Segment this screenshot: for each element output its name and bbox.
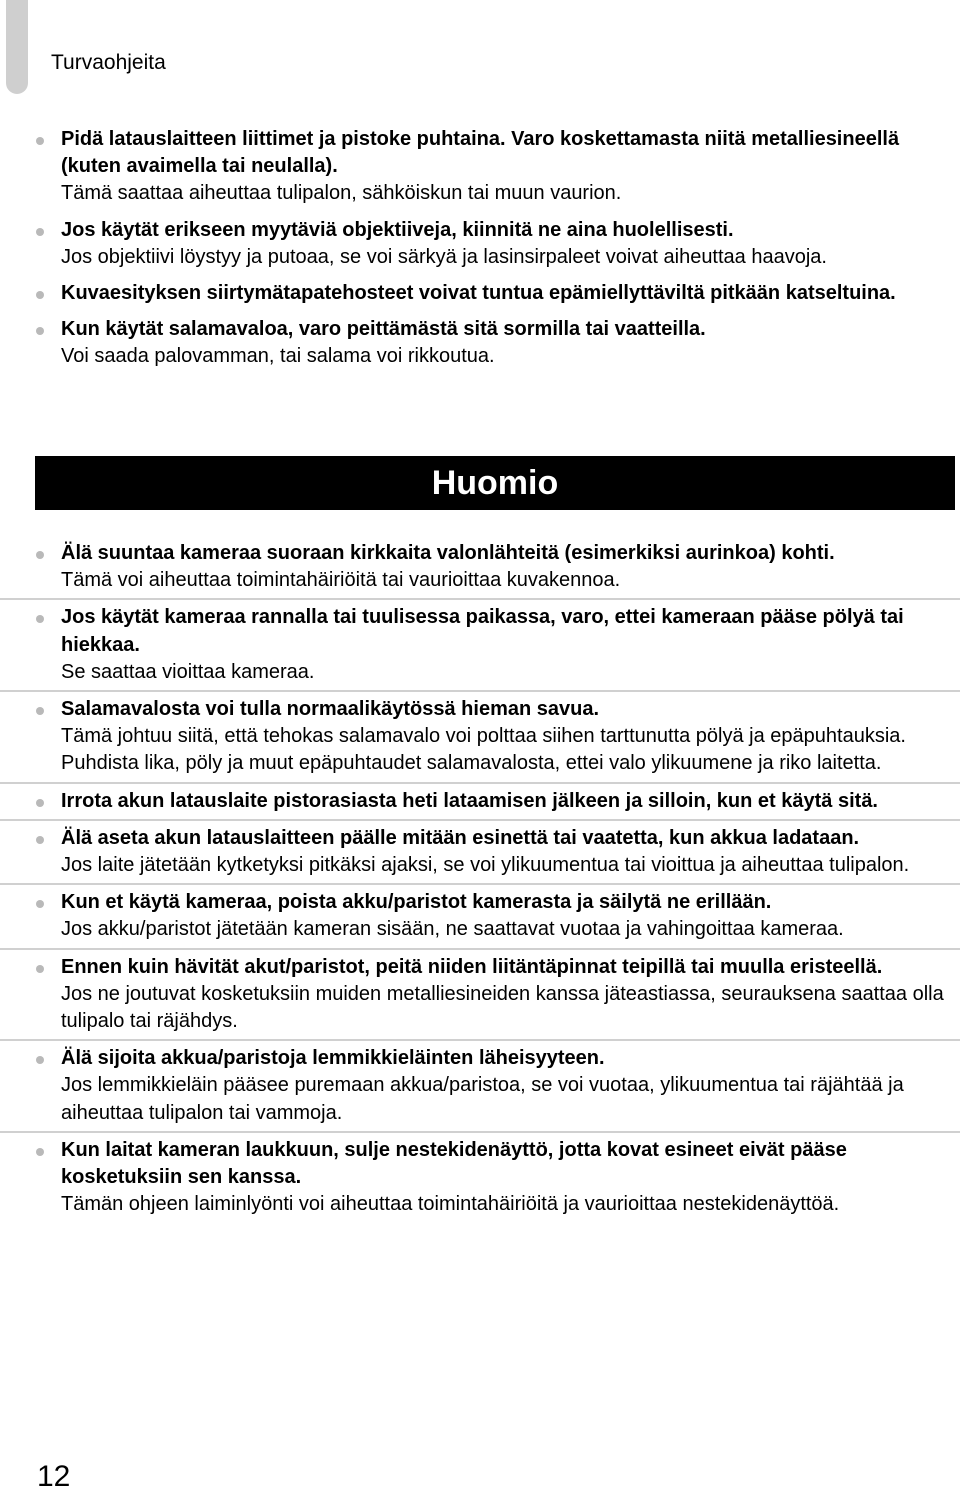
list-item [0,316,960,370]
list-item [0,217,960,271]
section-tab-marker [6,0,28,94]
bullet-icon [36,228,44,236]
bullet-icon [36,327,44,335]
bullet-icon [36,137,44,145]
list-item [0,948,960,1036]
item-heading: Irrota akun latauslaite pistorasiasta heti lataamisen jälkeen ja silloin, kun et käytä sitä. [61,789,878,812]
item-body: Jos objektiivi löystyy ja putoaa, se voi särkyä ja lasinsirpaleet voivat aiheuttaa haavoja. [61,245,827,268]
bullet-icon [36,291,44,299]
bullet-icon [36,615,44,623]
list-item [0,1131,960,1219]
item-body: Jos ne joutuvat kosketuksiin muiden metalliesineiden kanssa jäteastiassa, seurauksena saattaa olla tulipalo tai räjähdys. [61,982,944,1033]
item-heading: Kun käytät salamavaloa, varo peittämästä sitä sormilla tai vaatteilla. [61,318,706,341]
list-item [0,536,960,594]
bullet-icon [36,965,44,973]
list-item [0,690,960,778]
item-heading: Jos käytät erikseen myytäviä objektiiveja, kiinnitä ne aina huolellisesti. [61,218,734,241]
bullet-icon [36,799,44,807]
item-body: Tämän ohjeen laiminlyönti voi aiheuttaa toimintahäiriöitä ja vaurioittaa nestekidenäyttöä. [61,1193,840,1216]
item-heading: Älä suuntaa kameraa suoraan kirkkaita valonlähteitä (esimerkiksi aurinkoa) kohti. [61,542,835,564]
item-body: Voi saada palovamman, tai salama voi rikkoutua. [61,345,495,368]
item-heading: Älä aseta akun latauslaitteen päälle mitään esinettä tai vaatetta, kun akkua ladataan. [61,826,860,849]
item-heading: Älä sijoita akkua/paristoja lemmikkieläinten läheisyyteen. [61,1047,605,1070]
item-heading: Ennen kuin hävität akut/paristot, peitä niiden liitäntäpinnat teipillä tai muulla eristeellä. [61,955,883,978]
item-heading: Salamavalosta voi tulla normaalikäytössä hieman savua. [61,698,600,721]
item-body: Jos laite jätetään kytketyksi pitkäksi ajaksi, se voi ylikuumentua tai vioittua ja aiheuttaa tulipalon. [61,854,910,877]
item-body: Tämä johtuu siitä, että tehokas salamavalo voi polttaa siihen tarttunutta pölyä ja epäpuhtauksia. Puhdista lika, pöly ja muut epäpuhtaudet salamavalosta, ettei valo ylikuumene ja riko laitetta. [61,725,906,775]
bullet-icon [36,836,44,844]
bullet-icon [36,551,44,559]
bullet-icon [36,1056,44,1064]
item-body: Tämä saattaa aiheuttaa tulipalon, sähköiskun tai muun vaurion. [61,182,622,205]
item-heading: Pidä latauslaitteen liittimet ja pistoke puhtaina. Varo koskettamasta niitä metalliesineellä (kuten avaimella tai neulalla). [61,128,900,178]
list-item [0,280,960,307]
item-body: Tämä voi aiheuttaa toimintahäiriöitä tai vaurioittaa kuvakennoa. [61,569,621,592]
item-body: Jos lemmikkieläin pääsee puremaan akkua/paristoa, se voi vuotaa, ylikuumentua tai räjähtää ja aiheuttaa tulipalon tai vammoja. [61,1074,904,1124]
item-heading: Jos käytät kameraa rannalla tai tuulisessa paikassa, varo, ettei kameraan pääse pölyä tai hiekkaa. [61,606,904,656]
item-heading: Kuvaesityksen siirtymätapatehosteet voivat tuntua epämiellyttäviltä pitkään katseltuina. [61,282,896,305]
warning-list [0,126,960,380]
bullet-icon [36,900,44,908]
item-body: Se saattaa vioittaa kameraa. [61,660,315,683]
list-item [0,819,960,879]
item-heading: Kun et käytä kameraa, poista akku/paristot kamerasta ja säilytä ne erillään. [61,891,772,914]
list-item [0,883,960,943]
bullet-icon [36,1148,44,1156]
page-number: 12 [37,1460,71,1493]
list-item [0,598,960,686]
list-item [0,782,960,815]
page-title: Turvaohjeita [51,51,166,74]
list-item [0,126,960,208]
caution-list [0,532,960,1218]
list-item [0,1039,960,1127]
caution-banner: Huomio [35,456,955,510]
item-body: Jos akku/paristot jätetään kameran sisään, ne saattavat vuotaa ja vahingoittaa kameraa. [61,918,844,941]
item-heading: Kun laitat kameran laukkuun, sulje nestekidenäyttö, jotta kovat esineet eivät pääse kosketuksiin sen kanssa. [61,1138,847,1189]
bullet-icon [36,707,44,715]
